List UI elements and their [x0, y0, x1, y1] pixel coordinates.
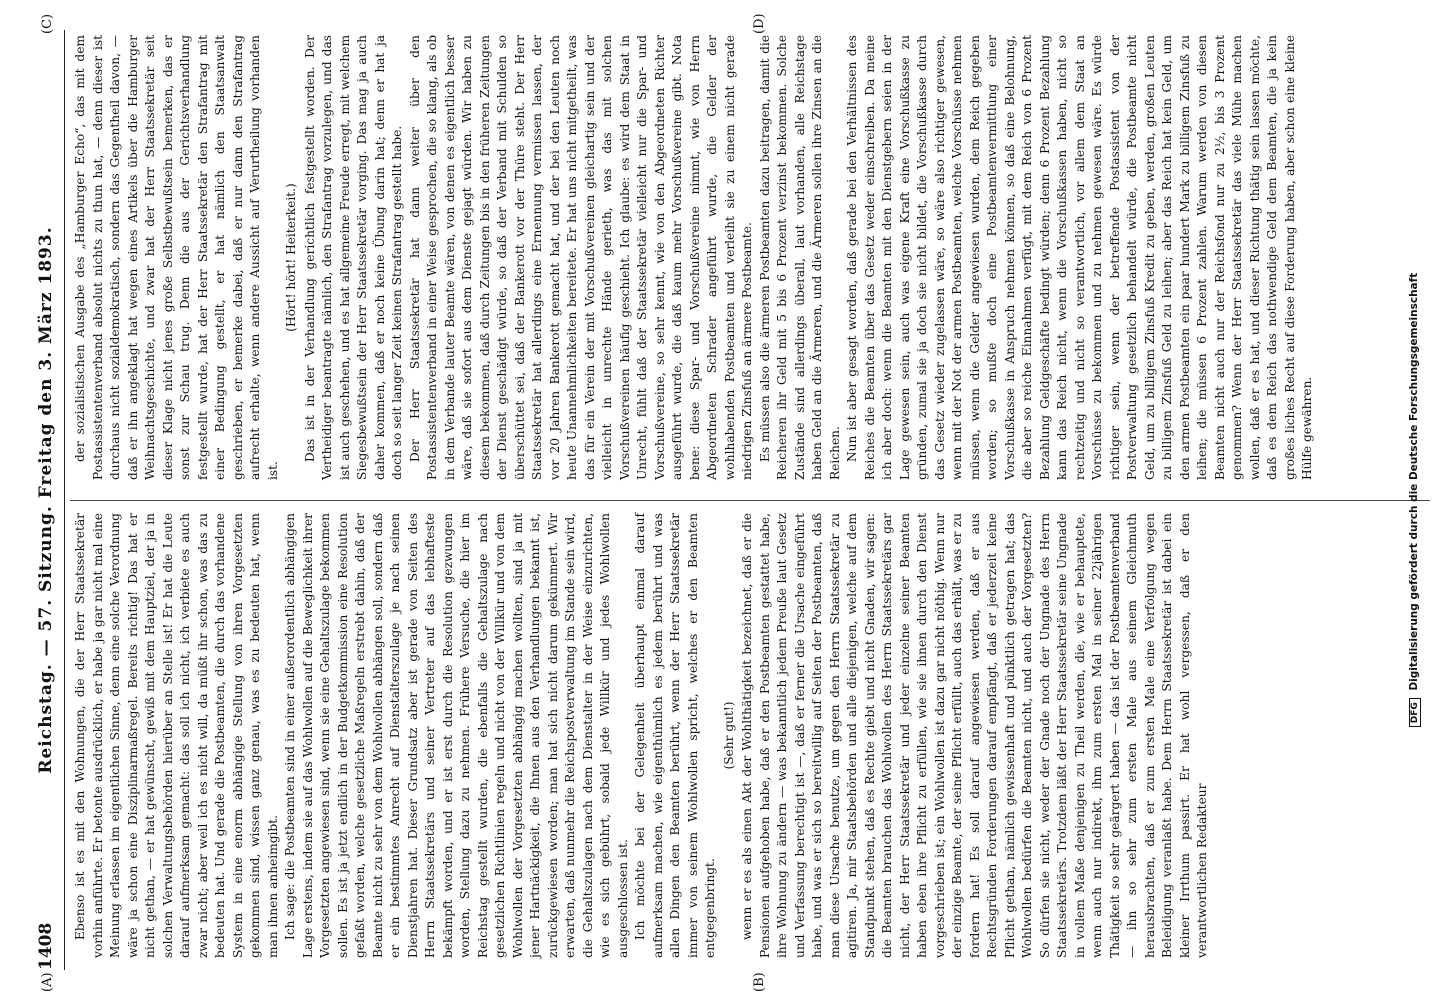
digitization-footer [1408, 0, 1421, 1000]
margin-mark-a: (A) [40, 972, 55, 992]
page-header-title: Reichstag. — 57. Sitzung. Freitag den 3. März 1893. [36, 226, 56, 774]
margin-mark-d: (D) [752, 13, 767, 34]
header-rule [64, 30, 65, 970]
paragraph: Ich möchte bei der Gelegenheit überhaupt einmal darauf aufmerksam machen, wie eigenthümlich es jedem berührt und was allen Dingen den Beamten berührt, wenn der Herr Staatssekretär immer von seinem Wohlwollen spricht, welches er den Beamten entgegenbringt. [633, 513, 717, 958]
right-text-column [72, 35, 1317, 480]
page-number: 1408 [36, 922, 56, 970]
paragraph: Das ist in der Verhandlung gerichtlich festgestellt worden. Der Vertheidiger beantragte nämlich, den Strafantrag vorzulegen, und das ist auch geschehen, und es hat allgemeine Freude erregt, mit welchem Siegesbewußtsein der Herr Staatssekretär vorging. Das mag ja auch daher kommen, daß er noch keine Übung darin hat; denn er hat ja doch so seit langer Zeit keinen Strafantrag gestellt habe. [302, 35, 404, 480]
column-divider [70, 500, 1430, 501]
left-text-column [72, 513, 1212, 958]
interjection: (Sehr gut!) [721, 701, 736, 770]
paragraph: Nun ist aber gesagt worden, daß gerade bei den Verhältnissen des Reiches die Beamten über das Gesetz weder einschreiben. Da meine ich aber doch: wenn die Beamten mit den Dienstgebern seien in der Lage gewesen sein, auch was eigene Kraft eine Vorschußkasse zu gründen, zumal sie ja doch sie nicht bildet, die Vorschußkasse durch das Gesetz wieder zugelassen wäre, so wäre also richtiger gewesen, wenn mit der Not der armen Postbeamten, welche Vorschüsse nehmen müssen, wenn die Gelder angewiesen wurden, dem Reich gegeben worden; so mußte doch eine Postbeamtenvermittlung einer Vorschußkasse in Anspruch nehmen können, so daß eine Belohnung, die aber so reiche Einnahmen verfügt, mit dem Reich von 6 Prozent Bezahlung Geldgeschäfte bedingt würden; denn 6 Prozent Bezahlung kann das Reich nicht, wenn die Vorschußkassen haben, nicht so rechtzeitig und nicht so verantwortlich, vor allem dem Staat an Vorschüsse zu bekommen und zu nehmen gewesen wäre. Es würde richtiger sein, wenn der betreffende Postassistent von der Postverwaltung gesetzlich behandelt würde, die Postbeamte nicht Geld, um zu billigem Zinsfuß Kredit zu geben, werden, großen Leuten zu billigem Zinsfuß Geld zu leihen; aber das Reich hat kein Geld, um den armen Postbeamten ein paar hundert Mark zu billigem Zinsfuß zu leihen; die müssen 6 Prozent zahlen. Warum werden von diesen Beamten nicht auch nur der Reichsfond nur zu 2½, bis 3 Prozent genommen? Wenn der Herr Staatssekretär das viele Mühe machen wollen, daß er es hat, und dieser Richtung thätig sein lassen möchte, daß es dem Reich das nothwendige Geld dem Beamten, die ja kein großes liches Recht auf diese Forderung haben, aber schon eine kleine Hülfe gewähren. [845, 35, 1314, 480]
margin-mark-c: (C) [40, 13, 55, 34]
interjection: (Hört! hört! Heiterkeit.) [284, 183, 298, 332]
paragraph: der sozialistischen Ausgabe des „Hamburger Echo“, das mit dem Postassistentenverband absolut nichts zu thun hat, — denn dieser ist durchaus nicht sozialdemokratisch, sondern das Gegentheil davon, — daß er ihn angeklagt hat wegen eines Artikels über die Hamburger Weihnachtsgeschichte, und zwar hat der Herr Staatssekretär seit dieser Klage nicht jenes große Selbstbewußtsein bemerken, das er sonst zur Schau trug. Denn die aus der Gerichtsverhandlung festgestellt wurde, hat der Herr Staatssekretär den Strafantrag mit einer Bedingung gestellt, er hat nämlich den Staatsanwalt geschrieben, er bemerke dabei, daß er nur dann den Strafantrag aufrecht erhalte, wenn andere Aussicht auf Verurtheilung vorhanden ist. [73, 35, 280, 480]
footer-text: Digitalisierung gefördert durch die Deutsche Forschungsgemeinschaft [1408, 272, 1420, 691]
margin-mark-b: (B) [752, 972, 767, 992]
dfg-logo: DFG [1409, 698, 1421, 727]
paragraph: Ebenso ist es mit den Wohnungen, die der Herr Staatssekretär vorhin anführte. Er betonte ausdrücklich, er habe ja gar nicht mal eine Meinung erlassen im eigentlichen Sinne, denn eine solche Verordnung wäre ja schon eine Disziplinarmaßregel. Bereits richtig! Das hat er nicht gethan, — er hat gewünscht, gewiß mit dem Hauptziel, der ja in solchen Verwaltungsbehörden hierüber an Stelle ist! Er hat die Leute darauf aufmerksam gemacht: das soll ich nicht, ich verbiete es auch zwar nicht; aber weil ich es nicht will, da müßt ihr schon, was das zu bedeuten hat. Und gerade die Postbeamten, die durch das vorhandene System in eine enorm abhängige Stellung von ihren Vorgesetzten gekommen sind, wissen ganz genau, was es zu bedeuten hat, wenn man ihnen anheimgibt. [73, 513, 280, 958]
paragraph: Ich sage: die Postbeamten sind in einer außerordentlich abhängigen Lage erstens, indem sie auf das Wohlwollen auf die Beweglichkeit ihrer Vorgesetzten angewiesen sind, wenn sie eine Gehaltszulage bekommen sollen. Es ist ja jetzt endlich in der Budgetkommission eine Resolution gefaßt worden, welche gesetzliche Maßregeln erstrebt dahin, daß der Beamte nicht zu sehr von dem Wohlwollen abhängen soll, sondern daß er ein bestimmtes Anrecht auf Dienstalterszulage je nach seinen Dienstjahren hat. Dieser Grundsatz aber ist gerade von Seiten des Herrn Staatssekretärs und seiner Vertreter auf das lebhafteste bekämpft worden, und er ist erst durch die Resolution gezwungen worden, Stellung dazu zu nehmen. Frühere Versuche, die hier im Reichstag gestellt wurden, die ebenfalls die Gehaltszulage nach gesetzlichen Richtlinien regeln und nicht von der Willkür und von dem Wohlwollen der Vorgesetzten abhängig machen wollten, sind ja mit jener Hartnäckigkeit, die Ihnen aus den Verhandlungen bekannt ist, zurückgewiesen worden; man hat sich nicht darum gekümmert. Wir erwarten, daß nunmehr die Reichspostverwaltung im Stande sein wird, die Gehaltszulagen nach dem Dienstalter in der Weise einzurichten, wie es sich gebührt, sobald jede Willkür und jedes Wohlwollen ausgeschlossen ist. [283, 513, 630, 958]
paragraph: Der Herr Staatssekretär hat dann weiter über den Postassistentenverband in einer Weise gesprochen, die so klang, als ob in dem Verbande lauter Beamte wären, von denen es eigentlich besser wäre, daß sie sofort aus dem Dienste gejagt würden. Wir haben zu diesem bekommen, daß durch Zeitungen bis in den früheren Zeitungen der Dienst geschädigt würde, so daß der Verband mit Schulden so überschüttet sei, daß der Bankerott vor der Thüre steht. Der Herr Staatssekretär hat allerdings eine Ernennung vermissen lassen, der vor 20 Jahren Bankerott gemacht hat, und der bei den Leuten noch heute Unannehmlichkeiten bereitete. Er hat uns nicht mitgetheilt, was das für ein Verein der mit Vorschußvereinen gleichartig sein und der vielleicht in unrechte Hände gerieth, was das mit solchen Vorschußvereinen häufig geschieht. Ich glaube: es wird dem Staat in Unrecht, fühlt daß der Staatssekretär vielleicht nur die Spar- und Vorschußvereine, so sehr kennt, wie von den Abgeordneten Richter ausgeführt wurde, die daß kaum mehr Vorschußvereine gibt. Nota bene: diese Spar- und Vorschußvereine nimmt, wie von Herrn Abgeordneten Schrader angeführt wurde, die Gelder der wohlhabenden Postbeamten und verleiht sie zu einem nicht gerade niedrigen Zinsfuß an ärmere Postbeamte. [407, 35, 754, 480]
paragraph: wenn er es als einen Akt der Wohlthätigkeit bezeichnet, daß er die Pensionen aufgehoben habe, daß er den Postbeamten gestattet habe, ihre Wohnung zu ändern — was bekanntlich jedem Preuße laut Gesetz und Verfassung berechtigt ist —, daß er ferner die Ursache eingeführt habe, und was er sich so bereitwillig auf Seiten der Postbeamten, daß man diese Ursache benutze, um gegen den Herrn Staatssekretär zu agitiren. Ja, mir Staatsbehörden und alle diejenigen, welche auf dem Standpunkt stehen, daß es Rechte giebt und nicht Gnaden, wir sagen: die Beamten brauchen das Wohlwollen des Herrn Staatssekretärs gar nicht, der Herr Staatssekretär und jeder einzelne seiner Beamten haben eben ihre Pflicht zu erfüllen, wie sie ihnen durch den Dienst vorgeschrieben ist; ein Wohlwollen ist dazu gar nicht nöthig. Wenn nur der einzige Beamte, der seine Pflicht erfüllt, auch das erhält, was er zu fordern hat! Es soll darauf angewiesen werden, daß er aus Rechtsgründen Forderungen darauf empfängt, daß er jederzeit keine Pflicht gethan, nämlich gewissenhaft und pünktlich getragen hat; das Wohlwollen bedürfen die Beamten nicht, und auch der Vorgesetzten? So dürfen sie nicht, weder der Gnade noch der Ungnade des Herrn Staatssekretärs. Trotzdem läßt der Herr Staatssekretär seine Ungnade in vollem Maße denjenigen zu Theil werden, die, wie er behauptete, wenn auch nur indirekt, ihm zum ersten Mal in seiner 22jährigen Thätigkeit so sehr geärgert haben — das ist der Postbeamtenverband — ihn so sehr zum ersten Male aus seinem Gleichmuth herausbrachten, daß er zum ersten Male eine Verfolgung wegen Beleidigung veranlaßt habe. Dem Herrn Staatssekretär ist dabei ein kleiner Irrthum passirt. Er hat wohl vergessen, daß er den verantwortlichen Redakteur [740, 513, 1209, 958]
paragraph: Es müssen also die ärmeren Postbeamten dazu beitragen, damit die Reicheren ihr Geld mit 5 bis 6 Prozent verzinst bekommen. Solche Zustände sind allerdings überall, laut vorhanden, alle Reichstage haben Geld an die Ärmeren, und die Ärmeren sollen ihre Zinsen an die Reichen. [757, 35, 842, 480]
